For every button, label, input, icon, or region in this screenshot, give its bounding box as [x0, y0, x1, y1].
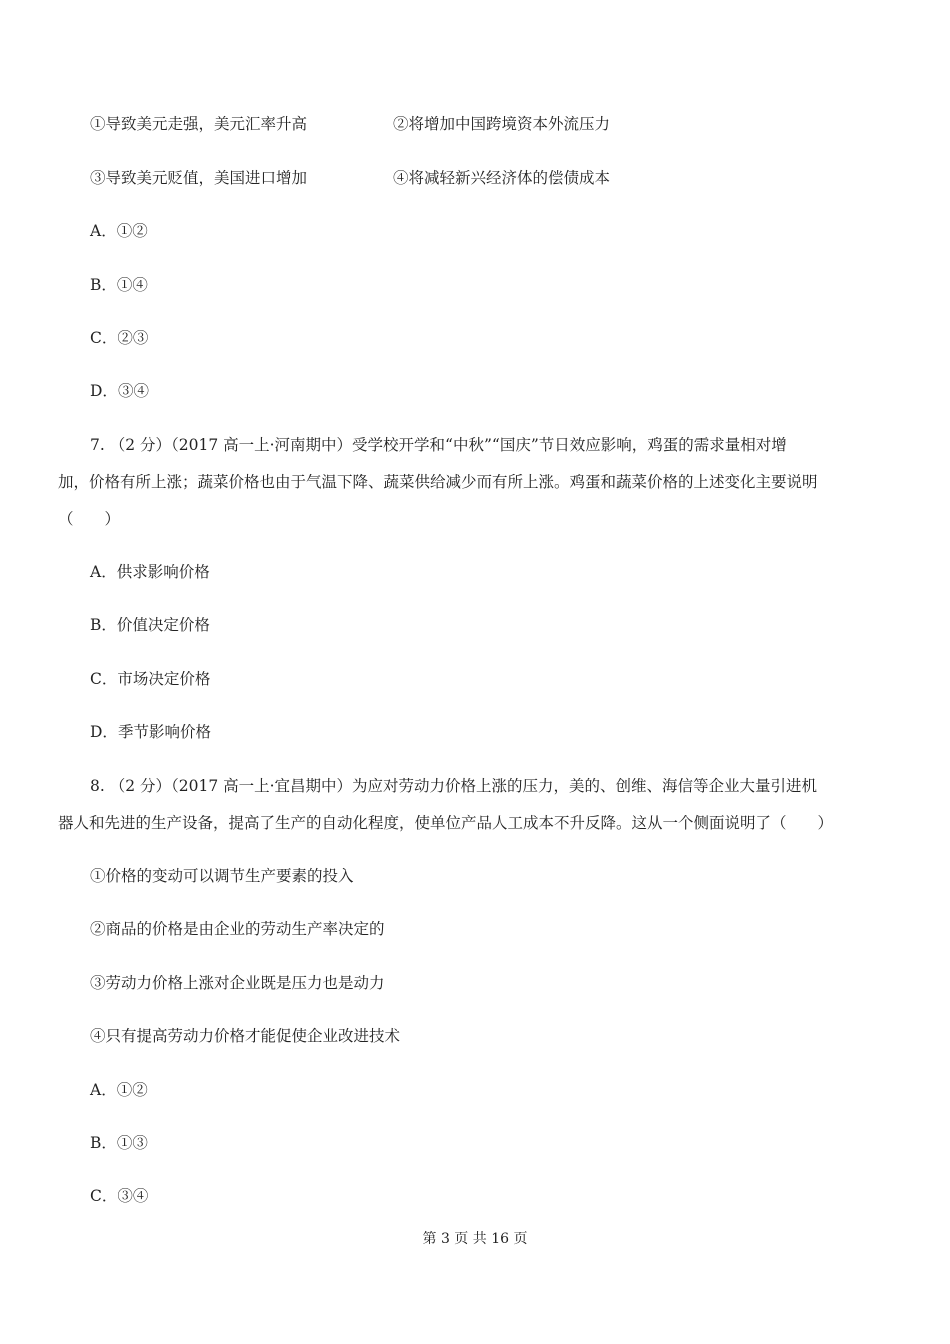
option-text: ①② [116, 1081, 148, 1099]
option-label: B． [90, 616, 117, 634]
q8-option-c [90, 1186, 148, 1206]
option-text: 季节影响价格 [117, 723, 211, 741]
option-c [90, 328, 148, 348]
option-text: 价值决定价格 [116, 616, 210, 634]
option-label: A． [90, 1081, 117, 1099]
q7-stem-line-3: （ ） [58, 510, 121, 528]
q8-statement-3: ③劳动力价格上涨对企业既是压力也是动力 [90, 974, 385, 992]
statement-3: ③导致美元贬值，美国进口增加 [90, 169, 308, 187]
option-a [90, 221, 148, 241]
statement-2: ②将增加中国跨境资本外流压力 [393, 115, 611, 133]
option-text: ①④ [116, 276, 148, 294]
option-label: C． [90, 329, 118, 347]
q7-option-b [90, 615, 210, 635]
q7-stem-line-1: 7. （2 分）（2017 高一上·河南期中）受学校开学和“中秋”“国庆”节日效应影响，鸡蛋的需求量相对增 [90, 436, 787, 454]
option-label: B． [90, 1134, 117, 1152]
option-b [90, 275, 148, 295]
q8-statement-1: ①价格的变动可以调节生产要素的投入 [90, 867, 354, 885]
option-text: ③④ [117, 382, 149, 400]
option-label: D． [90, 723, 118, 741]
q7-stem-line-2: 加，价格有所上涨；蔬菜价格也由于气温下降、蔬菜供给减少而有所上涨。鸡蛋和蔬菜价格的上述变化主要说明 [58, 473, 818, 491]
option-label: A． [90, 222, 117, 240]
option-text: ①② [116, 222, 148, 240]
q8-statement-4: ④只有提高劳动力价格才能促使企业改进技术 [90, 1027, 401, 1045]
q8-stem-line-2: 器人和先进的生产设备，提高了生产的自动化程度，使单位产品人工成本不升反降。这从一个侧面说明了（ ） [58, 814, 834, 832]
option-label: B． [90, 276, 117, 294]
option-text: ①③ [116, 1134, 148, 1152]
statement-4: ④将减轻新兴经济体的偿债成本 [393, 169, 611, 187]
q8-statement-2: ②商品的价格是由企业的劳动生产率决定的 [90, 920, 385, 938]
q7-option-c [90, 669, 210, 689]
q7-option-d [90, 722, 211, 742]
q8-option-a [90, 1080, 148, 1100]
q7-option-a [90, 562, 210, 582]
q8-stem-line-1: 8. （2 分）（2017 高一上·宜昌期中）为应对劳动力价格上涨的压力，美的、创维、海信等企业大量引进机 [90, 777, 818, 795]
option-text: 供求影响价格 [116, 563, 210, 581]
option-label: D． [90, 382, 118, 400]
option-text: ②③ [117, 329, 149, 347]
statement-1: ①导致美元走强，美元汇率升高 [90, 115, 308, 133]
option-label: C． [90, 670, 118, 688]
option-text: ③④ [117, 1187, 149, 1205]
option-text: 市场决定价格 [117, 670, 211, 688]
q8-option-b [90, 1133, 148, 1153]
option-label: A． [90, 563, 117, 581]
page-footer: 第 3 页 共 16 页 [422, 1231, 528, 1247]
option-label: C． [90, 1187, 118, 1205]
option-d [90, 381, 149, 401]
